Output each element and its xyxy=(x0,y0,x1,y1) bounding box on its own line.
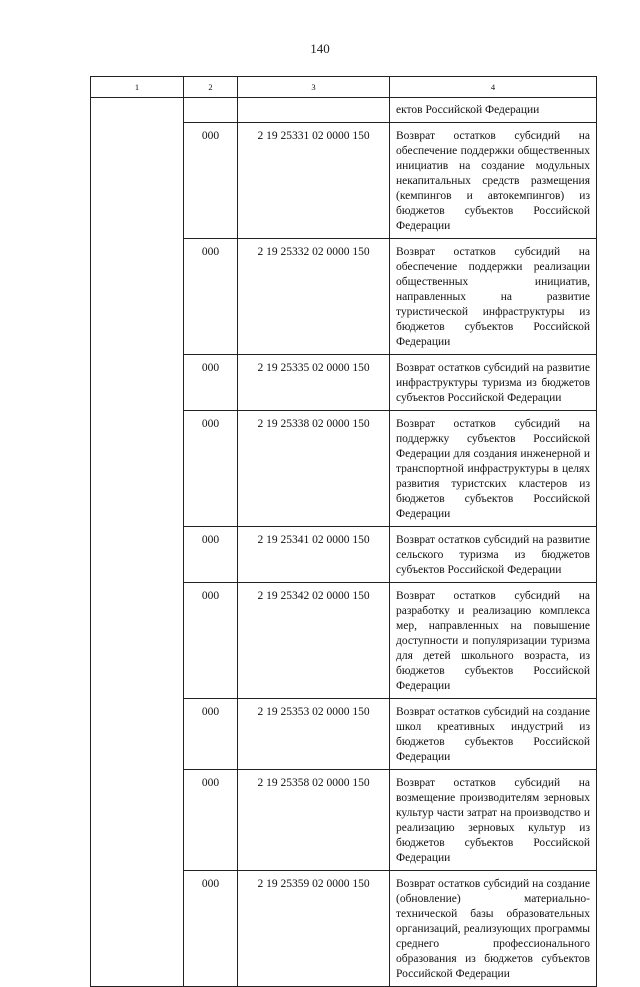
classification-code-cell: 2 19 25358 02 0000 150 xyxy=(238,770,390,871)
column-number-3: 3 xyxy=(238,77,390,98)
column-number-4: 4 xyxy=(390,77,597,98)
empty-cell xyxy=(238,98,390,123)
classification-code-cell: 2 19 25331 02 0000 150 xyxy=(238,123,390,239)
classification-code-cell: 2 19 25342 02 0000 150 xyxy=(238,583,390,699)
description-cell: Возврат остатков субсидий на создание школ креативных индустрий из бюджетов субъектов Российской Федерации xyxy=(390,699,597,770)
column-number-row xyxy=(91,77,597,98)
column-number-1: 1 xyxy=(91,77,184,98)
admin-code-cell: 000 xyxy=(184,699,238,770)
admin-code-cell: 000 xyxy=(184,527,238,583)
classification-code-cell: 2 19 25359 02 0000 150 xyxy=(238,871,390,987)
description-cell: Возврат остатков субсидий на обеспечение поддержки общественных инициатив на создание модульных некапитальных средств размещения (кемпингов и автокемпингов) из бюджетов субъектов Российской Федерации xyxy=(390,123,597,239)
column-number-2: 2 xyxy=(184,77,238,98)
empty-cell xyxy=(184,98,238,123)
budget-code-table xyxy=(90,76,597,987)
admin-code-cell: 000 xyxy=(184,239,238,355)
description-cell: Возврат остатков субсидий на создание (обновление) материально-технической базы образовательных организаций, реализующих программы среднего профессионального образования из бюджетов субъектов Российской Федерации xyxy=(390,871,597,987)
classification-code-cell: 2 19 25332 02 0000 150 xyxy=(238,239,390,355)
description-cell: Возврат остатков субсидий на разработку и реализацию комплекса мер, направленных на повышение доступности и популяризации туризма для детей школьного возраста, из бюджетов субъектов Российской Федерации xyxy=(390,583,597,699)
admin-code-cell: 000 xyxy=(184,355,238,411)
classification-code-cell: 2 19 25338 02 0000 150 xyxy=(238,411,390,527)
admin-code-cell: 000 xyxy=(184,770,238,871)
empty-cell xyxy=(91,98,184,987)
page-number: 140 xyxy=(310,41,330,56)
classification-code-cell: 2 19 25341 02 0000 150 xyxy=(238,527,390,583)
admin-code-cell: 000 xyxy=(184,411,238,527)
admin-code-cell: 000 xyxy=(184,583,238,699)
classification-code-cell: 2 19 25353 02 0000 150 xyxy=(238,699,390,770)
admin-code-cell: 000 xyxy=(184,871,238,987)
description-cell: Возврат остатков субсидий на обеспечение поддержки реализации общественных инициатив, направленных на развитие туристической инфраструктуры из бюджетов субъектов Российской Федерации xyxy=(390,239,597,355)
description-cell: Возврат остатков субсидий на развитие сельского туризма из бюджетов субъектов Российской Федерации xyxy=(390,527,597,583)
description-cell: Возврат остатков субсидий на развитие инфраструктуры туризма из бюджетов субъектов Российской Федерации xyxy=(390,355,597,411)
description-cell: Возврат остатков субсидий на возмещение производителям зерновых культур части затрат на производство и реализацию зерновых культур из бюджетов субъектов Российской Федерации xyxy=(390,770,597,871)
admin-code-cell: 000 xyxy=(184,123,238,239)
description-cell: Возврат остатков субсидий на поддержку субъектов Российской Федерации для создания инженерной и транспортной инфраструктуры в целях развития туристских кластеров из бюджетов субъектов Российской Федерации xyxy=(390,411,597,527)
description-continuation: ектов Российской Федерации xyxy=(390,98,597,123)
classification-code-cell: 2 19 25335 02 0000 150 xyxy=(238,355,390,411)
continuation-row xyxy=(91,98,597,123)
